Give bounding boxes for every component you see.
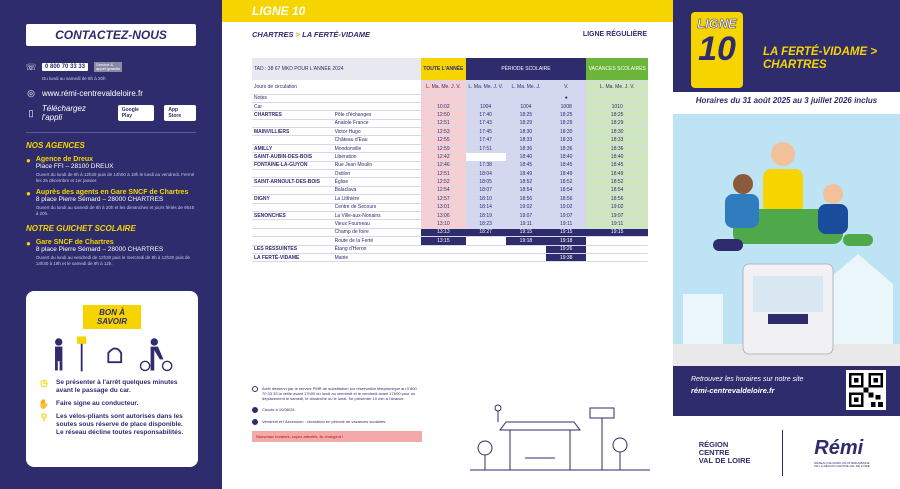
days-cell: V.	[546, 80, 586, 94]
partner-logos	[673, 416, 900, 489]
time-cell: 19:38	[546, 253, 586, 261]
time-cell: 19:02	[586, 203, 648, 211]
tip-item	[38, 400, 186, 408]
divider	[26, 132, 196, 133]
timetable-row	[252, 253, 648, 261]
time-cell: 19:11	[506, 220, 546, 228]
time-cell: 18:29	[506, 119, 546, 127]
stop-cell: Mairie	[333, 253, 422, 261]
time-cell: 18:49	[546, 170, 586, 178]
time-cell	[421, 245, 465, 253]
agency-address: 8 place Pierre Sémard – 28000 CHARTRES	[35, 196, 164, 203]
tip-item	[38, 413, 186, 437]
time-cell: 17:38	[466, 161, 506, 169]
timetable-row	[252, 228, 648, 236]
validity-dates: Horaires du 31 août 2025 au 3 juillet 2026 inclus	[695, 96, 878, 105]
timetable-row	[252, 211, 648, 219]
smartphone-icon: ▯	[28, 107, 34, 118]
time-cell: 18:25	[586, 111, 648, 119]
bullet-icon: ●	[26, 156, 31, 165]
time-cell: 12:42	[421, 153, 465, 161]
car-cell: 1010	[586, 102, 648, 110]
stop-cell: Anatole France	[333, 119, 422, 127]
time-cell: 13:01	[421, 203, 465, 211]
timetable	[252, 58, 648, 262]
time-cell: 12:52	[421, 178, 465, 186]
time-cell: 19:07	[586, 211, 648, 219]
bullet-icon: ●	[26, 239, 31, 248]
globe-icon: ◎	[27, 87, 35, 98]
time-cell: 18:56	[546, 195, 586, 203]
stop-cell: Rue Jean Moulin	[333, 161, 422, 169]
city-cell	[252, 228, 333, 236]
row-car-label: Car	[252, 102, 421, 110]
timetable-row	[252, 237, 648, 245]
app-label: Téléchargez l'appli	[41, 104, 86, 122]
stop-cell: Mondonville	[333, 144, 422, 152]
row-notes-label: Notes	[252, 94, 421, 102]
time-cell: 18:30	[546, 128, 586, 136]
dot-icon	[252, 407, 258, 413]
timetable-row	[252, 153, 648, 161]
bon-a-savoir-title: BON À SAVOIR	[83, 305, 141, 329]
clock-icon: ◷	[40, 378, 48, 388]
days-cell: L. Ma. Me. J. V.	[466, 80, 506, 94]
agency-name: Agence de Dreux	[35, 156, 94, 163]
city-cell	[252, 119, 333, 127]
line-type: LIGNE RÉGULIÈRE	[582, 31, 647, 38]
time-cell	[586, 253, 648, 261]
time-cell: 12:53	[421, 128, 465, 136]
time-cell: 19:26	[546, 245, 586, 253]
phone-row	[26, 62, 196, 72]
time-cell: 12:46	[421, 161, 465, 169]
time-cell: 18:49	[506, 170, 546, 178]
col-holiday-header: VACANCES SCOLAIRES	[586, 58, 648, 80]
app-store-button[interactable]: App Store	[164, 105, 196, 121]
wheelchair-icon	[252, 386, 258, 392]
logo-divider	[782, 430, 783, 476]
time-cell: 18:40	[586, 153, 648, 161]
phone-number[interactable]: 0 800 70 33 33	[42, 63, 88, 71]
stop-cell: Balaclava	[333, 186, 422, 194]
time-cell: 18:45	[586, 161, 648, 169]
stop-cell: La Ville-aux-Nonains	[333, 211, 422, 219]
time-cell	[421, 253, 465, 261]
city-cell: DIGNY	[252, 195, 333, 203]
stop-cell: Vieux Fourneau	[333, 220, 422, 228]
tip-text: Les vélos-pliants sont autorisés dans les soutes sous réserve de place disponible. Le réseau décline toutes responsabilités.	[56, 413, 184, 436]
time-cell: 18:49	[586, 170, 648, 178]
timetable-row	[252, 195, 648, 203]
stop-cell: Centre de Secours	[333, 203, 422, 211]
remi-logo: Rémi RÉSEAU DE MOBILITÉ INTERURBAINE DE LA RÉGION CENTRE-VAL DE LOIRE	[814, 436, 870, 468]
website-row	[26, 88, 196, 98]
time-cell	[586, 245, 648, 253]
time-cell	[466, 153, 506, 161]
guichet-item	[26, 239, 196, 266]
website-banner-text: Retrouvez les horaires sur notre site	[691, 376, 804, 383]
time-cell: 18:33	[546, 136, 586, 144]
time-cell: 18:36	[506, 144, 546, 152]
time-cell: 18:10	[466, 195, 506, 203]
bus-stop-illustration	[38, 333, 186, 373]
time-cell: 19:15	[586, 228, 648, 236]
line-title: LIGNE 10	[252, 4, 306, 18]
days-cell: L. Ma. Me. J. V.	[586, 80, 648, 94]
agency-item	[26, 156, 196, 183]
time-cell: 13:15	[421, 237, 465, 245]
time-cell: 19:07	[546, 211, 586, 219]
days-cell: L. Ma. Me. J.	[506, 80, 546, 94]
agency-hours: Ouvert du lundi au samedi de 6h à 20h et les dimanches et jours fériés de 9h45 à 20h.	[35, 205, 195, 216]
time-cell: 12:51	[421, 119, 465, 127]
time-cell: 18:30	[586, 128, 648, 136]
time-cell: 19:07	[506, 211, 546, 219]
time-cell: 17:40	[466, 111, 506, 119]
tip-text: Faire signe au conducteur.	[56, 400, 139, 407]
car-cell: 1004	[506, 102, 546, 110]
app-row	[26, 104, 196, 122]
city-cell: SAINT-AUBIN-DES-BOIS	[252, 153, 333, 161]
timetable-row	[252, 186, 648, 194]
col-year-header: TOUTE L'ANNÉE	[421, 58, 465, 80]
time-cell: 18:30	[506, 128, 546, 136]
car-cell: 10:02	[421, 102, 465, 110]
bullet-icon: ●	[26, 189, 31, 198]
note-item: Circule à 10/08/26.	[252, 407, 422, 413]
time-cell: 12:54	[421, 186, 465, 194]
note-item: Arrêt desservi par le service PMR de substitution sur réservation téléphonique au 0 800 70 33 33 la veille avant 17h00 du lundi au vendredi et le vendredi avant 17h00 pour un déplacement le samedi, le dimanche ou le lundi. Se présenter 10 min à l'avance.	[252, 386, 422, 401]
city-cell	[252, 220, 333, 228]
city-cell: MAINVILLIERS	[252, 128, 333, 136]
website-banner-link[interactable]: rémi-centrevaldeloire.fr	[691, 386, 775, 395]
agencies-title: NOS AGENCES	[26, 141, 85, 150]
time-cell: 18:07	[466, 186, 506, 194]
timetable-header	[222, 0, 673, 22]
time-cell: 19:18	[506, 237, 546, 245]
time-cell: 17:47	[466, 136, 506, 144]
tip-item	[38, 379, 186, 395]
time-cell: 19:15	[546, 228, 586, 236]
timetable-notes	[252, 386, 422, 442]
stop-cell: Pôle d'échanges	[333, 111, 422, 119]
destination-title: LA FERTÉ-VIDAME > CHARTRES	[763, 46, 878, 71]
timetable-row	[252, 161, 648, 169]
time-cell: 12:51	[421, 170, 465, 178]
website-link[interactable]: www.rémi-centrevaldeloire.fr	[42, 88, 143, 98]
stop-cell: Château d'Eau	[333, 136, 422, 144]
time-cell: 18:54	[546, 186, 586, 194]
timetable-row	[252, 170, 648, 178]
stop-cell: Ostilon	[333, 170, 422, 178]
qr-code-icon[interactable]	[846, 370, 886, 410]
time-cell: 18:14	[466, 203, 506, 211]
bus-station-illustration	[470, 400, 650, 480]
time-cell: 18:25	[546, 111, 586, 119]
time-cell: 18:25	[506, 111, 546, 119]
row-days-label: Jours de circulation	[252, 80, 421, 94]
bike-icon: ⚲	[40, 412, 48, 422]
timetable-row	[252, 203, 648, 211]
agency-item	[26, 189, 196, 216]
time-cell: 17:43	[466, 119, 506, 127]
contact-title: CONTACTEZ-NOUS	[26, 24, 196, 46]
tip-text: Se présenter à l'arrêt quelques minutes avant le passage du car.	[56, 379, 178, 394]
timetable-row	[252, 245, 648, 253]
timetable-row	[252, 178, 648, 186]
note-item: Vendredi et l'Ascension : circulation en période de vacances scolaires.	[252, 419, 422, 425]
time-cell: 12:57	[421, 195, 465, 203]
car-cell: 1008	[546, 102, 586, 110]
time-cell: 18:52	[506, 178, 546, 186]
cover-header	[673, 0, 900, 92]
time-cell: 18:54	[586, 186, 648, 194]
city-cell: LES RESSUINTES	[252, 245, 333, 253]
timetable-row	[252, 144, 648, 152]
time-cell: 18:52	[586, 178, 648, 186]
stop-cell: Champ de foire	[333, 228, 422, 236]
time-cell: 18:36	[586, 144, 648, 152]
guichet-name: Gare SNCF de Chartres	[35, 239, 114, 246]
time-cell: 13:13	[421, 228, 465, 236]
time-cell: 13:10	[421, 220, 465, 228]
city-cell	[252, 186, 333, 194]
stop-cell: La Litthière	[333, 195, 422, 203]
line-badge	[691, 12, 743, 88]
time-cell: 19:11	[586, 220, 648, 228]
bon-a-savoir-card	[26, 291, 198, 467]
time-cell: 13:06	[421, 211, 465, 219]
phone-hours: Du lundi au samedi de 8h à 20h	[42, 76, 106, 81]
time-cell: 18:56	[506, 195, 546, 203]
city-cell	[252, 203, 333, 211]
time-cell: 18:54	[506, 186, 546, 194]
agency-name: Auprès des agents en Gare SNCF de Chartres	[35, 189, 189, 196]
google-play-button[interactable]: Google Play	[118, 105, 155, 121]
time-cell	[466, 237, 506, 245]
line-badge-number: 10	[698, 30, 736, 68]
time-cell	[466, 245, 506, 253]
guichet-hours: Ouvert du lundi au vendredi de 12h30 puis le mercredi de 8h à 12h30 puis de 14h30 à 18h et le samedi de 9h à 12h.	[35, 255, 190, 266]
time-cell: 18:52	[546, 178, 586, 186]
city-cell: LA FERTÉ-VIDAME	[252, 253, 333, 261]
contact-panel	[0, 0, 222, 489]
time-cell: 18:40	[546, 153, 586, 161]
note-marker-icon: ●	[546, 94, 586, 102]
route-direction: CHARTRES > LA FERTÉ-VIDAME	[252, 30, 371, 39]
time-cell: 18:56	[586, 195, 648, 203]
city-cell	[252, 136, 333, 144]
guichet-title: NOTRE GUICHET SCOLAIRE	[26, 224, 136, 233]
city-cell: AMILLY	[252, 144, 333, 152]
time-cell: 18:27	[466, 228, 506, 236]
website-banner	[673, 366, 900, 416]
city-cell: FONTAINE-LA-GUYON	[252, 161, 333, 169]
time-cell: 18:29	[546, 119, 586, 127]
time-cell: 12:50	[421, 111, 465, 119]
hand-icon: ✋	[38, 399, 50, 409]
time-cell: 18:23	[466, 220, 506, 228]
car-cell: 1004	[466, 102, 506, 110]
route-row	[222, 22, 673, 39]
time-cell	[586, 237, 648, 245]
agency-address: Place FFI – 28100 DREUX	[35, 163, 114, 170]
timetable-row	[252, 119, 648, 127]
timetable-row	[252, 220, 648, 228]
time-cell: 17:45	[466, 128, 506, 136]
phone-icon: ☏	[25, 61, 37, 72]
cover-illustration	[673, 114, 900, 366]
time-cell: 19:18	[546, 237, 586, 245]
timetable-row	[252, 111, 648, 119]
time-cell: 19:15	[506, 228, 546, 236]
time-cell: 18:36	[546, 144, 586, 152]
time-cell: 19:11	[546, 220, 586, 228]
time-cell: 17:51	[466, 144, 506, 152]
city-cell	[252, 170, 333, 178]
stop-cell: Étang d'Heron	[333, 245, 422, 253]
timetable-row	[252, 128, 648, 136]
stop-cell: Libération	[333, 153, 422, 161]
guichet-address: 8 place Pierre Sémard – 28000 CHARTRES	[35, 246, 164, 253]
time-cell: 18:19	[466, 211, 506, 219]
agency-hours: Ouvert du lundi de 9h à 12h30 puis de 14h00 à 18h le lundi au vendredi. Fermé les 25 décembre et 1er janvier.	[35, 172, 195, 183]
stop-cell: Église	[333, 178, 422, 186]
time-cell: 18:04	[466, 170, 506, 178]
stop-cell: Route de la Ferté	[333, 237, 422, 245]
cover-panel	[673, 0, 900, 489]
time-cell: 18:29	[586, 119, 648, 127]
time-cell: 18:05	[466, 178, 506, 186]
time-cell	[506, 245, 546, 253]
days-cell: L. Ma. Me. J. V.	[421, 80, 465, 94]
time-cell: 12:59	[421, 144, 465, 152]
time-cell: 12:55	[421, 136, 465, 144]
city-cell	[252, 237, 333, 245]
region-logo: RÉGION CENTRE VAL DE LOIRE	[698, 439, 751, 465]
col-school-header: PÉRIODE SCOLAIRE	[466, 58, 587, 80]
tad-note: TAD : 38 67 MKD POUR L'ANNÉE 2024	[252, 58, 421, 80]
time-cell	[506, 253, 546, 261]
time-cell: 19:02	[546, 203, 586, 211]
time-cell: 18:45	[546, 161, 586, 169]
time-cell: 18:33	[506, 136, 546, 144]
city-cell: SAINT-ARNOULT-DES-BOIS	[252, 178, 333, 186]
time-cell: 18:33	[586, 136, 648, 144]
time-cell: 18:40	[506, 153, 546, 161]
timetable-row	[252, 136, 648, 144]
stop-cell: Victor Hugo	[333, 128, 422, 136]
time-cell: 18:45	[506, 161, 546, 169]
time-cell: 19:02	[506, 203, 546, 211]
city-cell: CHARTRES	[252, 111, 333, 119]
time-cell	[466, 253, 506, 261]
line-badge-label: LIGNE	[697, 16, 737, 31]
phone-tag: Service & appel gratuits	[96, 62, 121, 71]
warning-note: Nouveaux horaires, soyez attentifs, ils changent !	[252, 431, 422, 442]
dot-icon	[252, 419, 258, 425]
city-cell: SENONCHES	[252, 211, 333, 219]
